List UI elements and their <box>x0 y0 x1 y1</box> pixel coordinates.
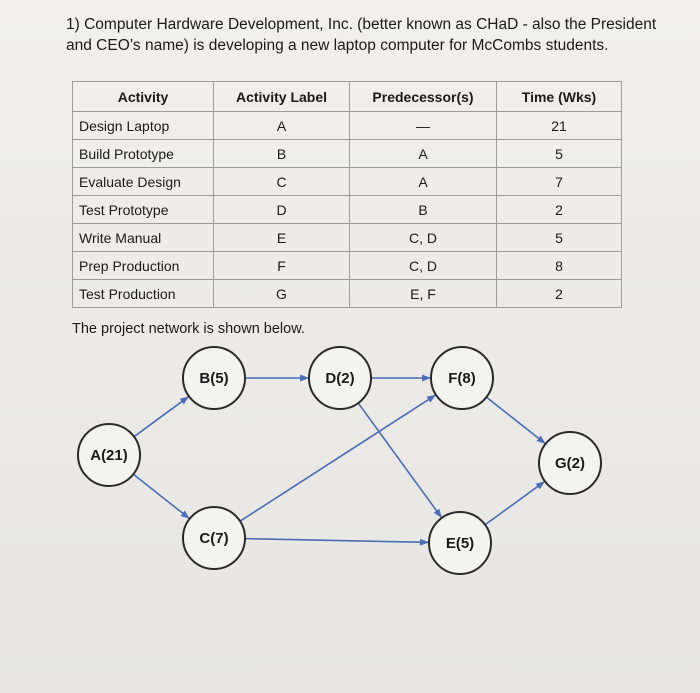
cell-time: 8 <box>497 252 622 280</box>
cell-predecessors: A <box>350 168 497 196</box>
header-activity-label: Activity Label <box>214 82 350 112</box>
cell-time: 2 <box>497 280 622 308</box>
edge-A-B <box>134 397 188 437</box>
node-label: D(2) <box>325 370 355 387</box>
edge-C-E <box>245 539 428 543</box>
cell-time: 7 <box>497 168 622 196</box>
question-line-2: and CEO’s name) is developing a new laptop computer for McCombs students. <box>66 37 609 54</box>
node-E <box>429 512 491 574</box>
cell-predecessors: A <box>350 140 497 168</box>
node-A <box>78 424 140 486</box>
edge-C-F <box>240 395 435 521</box>
cell-time: 21 <box>497 112 622 140</box>
question-line-1: 1) Computer Hardware Development, Inc. (better known as CHaD - also the President <box>66 16 657 33</box>
cell-time: 5 <box>497 140 622 168</box>
cell-predecessors: C, D <box>350 252 497 280</box>
cell-label: E <box>214 224 350 252</box>
cell-activity: Evaluate Design <box>73 168 214 196</box>
header-activity: Activity <box>73 82 214 112</box>
cell-activity: Write Manual <box>73 224 214 252</box>
node-C <box>183 507 245 569</box>
cell-label: C <box>214 168 350 196</box>
cell-label: F <box>214 252 350 280</box>
cell-label: G <box>214 280 350 308</box>
cell-time: 2 <box>497 196 622 224</box>
cell-activity: Test Prototype <box>73 196 214 224</box>
edge-D-E <box>358 403 441 517</box>
cell-label: A <box>214 112 350 140</box>
cell-activity: Prep Production <box>73 252 214 280</box>
cell-predecessors: — <box>350 112 497 140</box>
node-label: G(2) <box>555 455 585 472</box>
cell-predecessors: E, F <box>350 280 497 308</box>
cell-predecessors: B <box>350 196 497 224</box>
cell-activity: Test Production <box>73 280 214 308</box>
header-time: Time (Wks) <box>497 82 622 112</box>
node-label: A(21) <box>90 447 128 464</box>
cell-label: D <box>214 196 350 224</box>
cell-activity: Build Prototype <box>73 140 214 168</box>
node-label: E(5) <box>445 535 475 552</box>
node-F <box>431 347 493 409</box>
node-B <box>183 347 245 409</box>
node-label: C(7) <box>199 530 229 547</box>
edge-F-G <box>486 397 544 443</box>
node-label: F(8) <box>448 370 476 387</box>
node-D <box>309 347 371 409</box>
header-predecessors: Predecessor(s) <box>350 82 497 112</box>
node-G <box>539 432 601 494</box>
cell-label: B <box>214 140 350 168</box>
network-caption: The project network is shown below. <box>72 321 305 337</box>
node-label: B(5) <box>199 370 229 387</box>
cell-activity: Design Laptop <box>73 112 214 140</box>
edge-A-C <box>133 474 189 518</box>
cell-predecessors: C, D <box>350 224 497 252</box>
cell-time: 5 <box>497 224 622 252</box>
edge-E-G <box>485 482 544 525</box>
